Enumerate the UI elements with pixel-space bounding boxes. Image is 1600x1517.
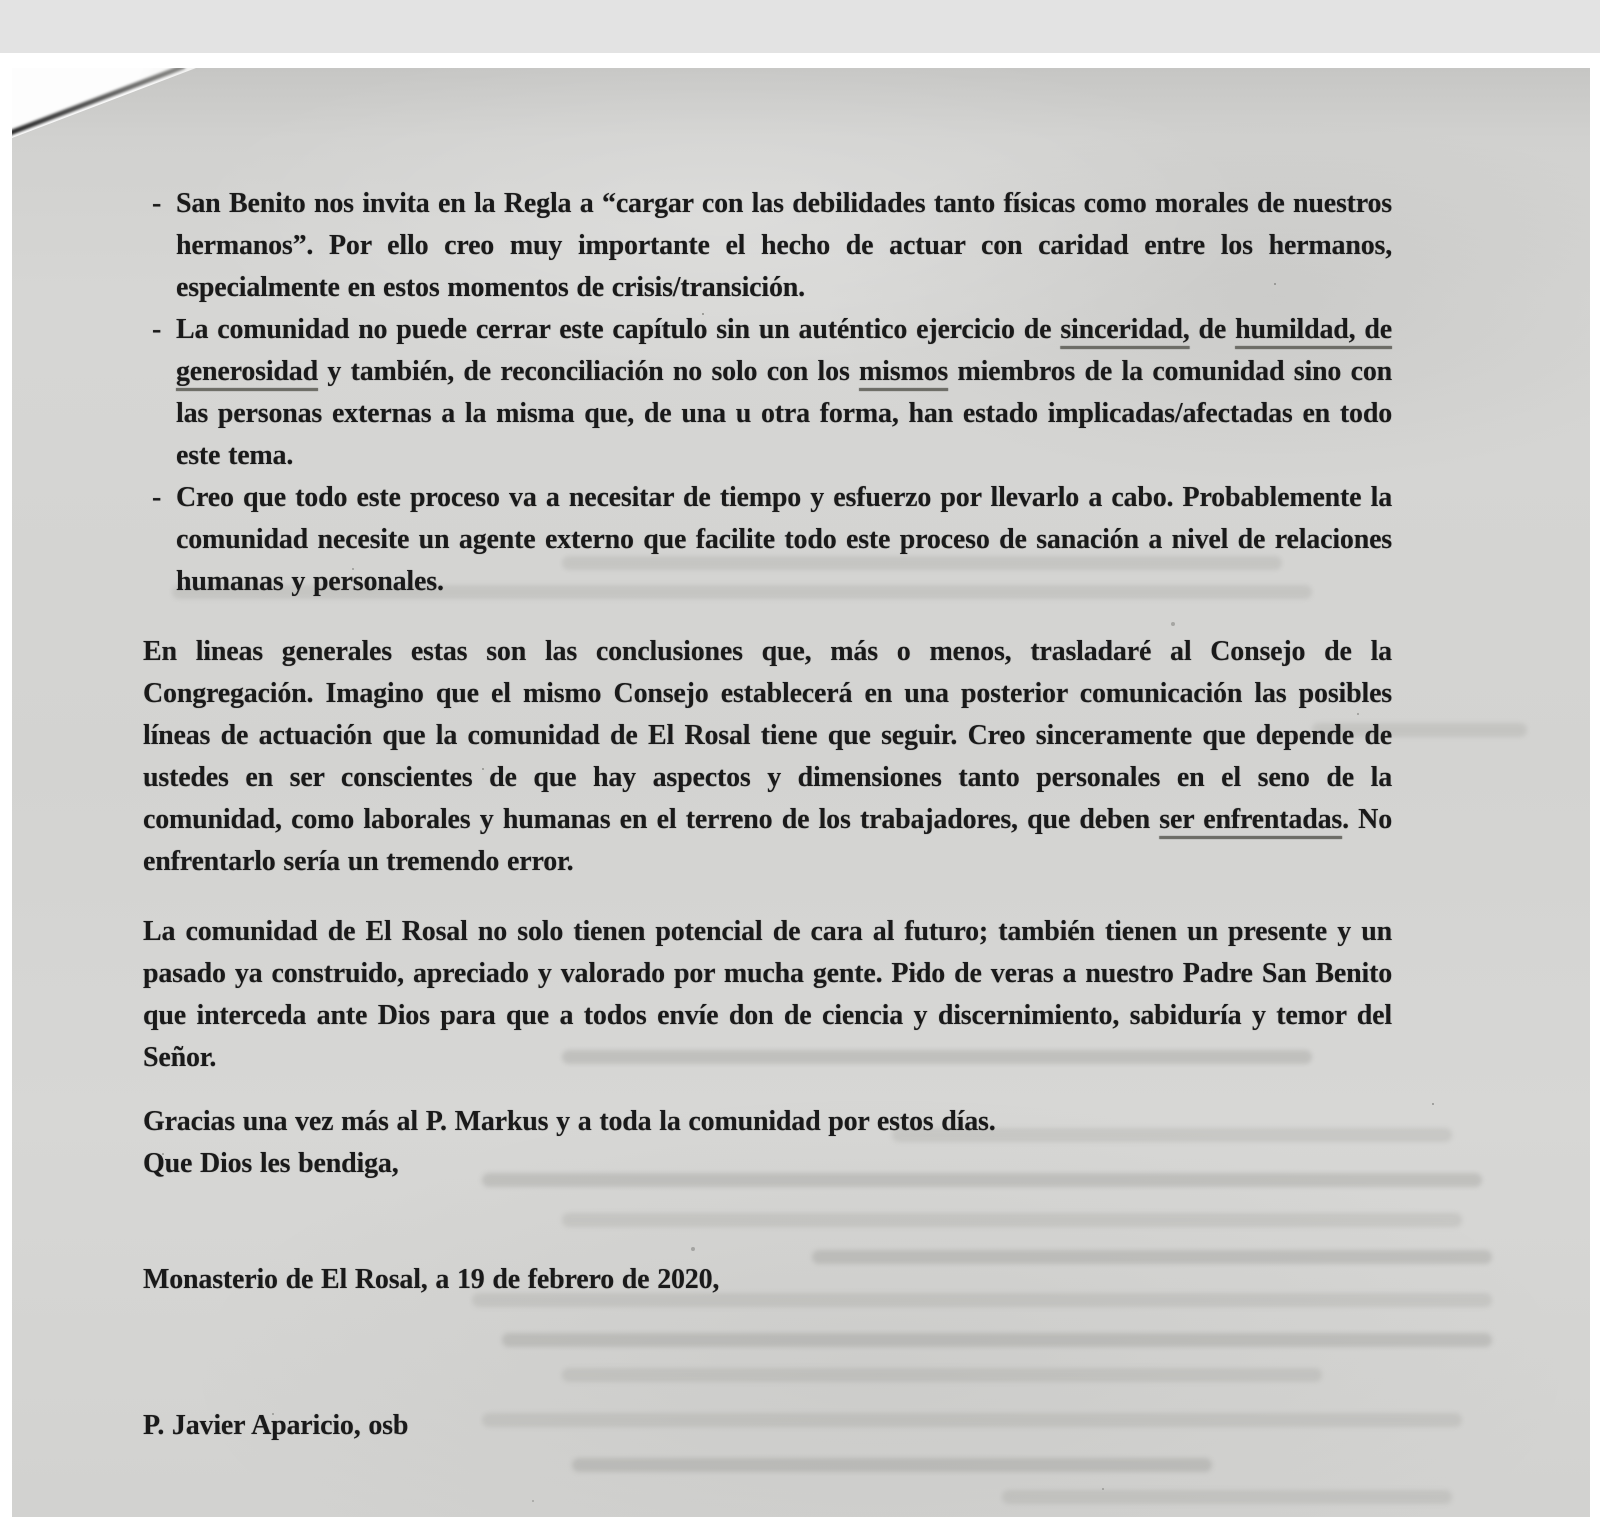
scan-speckles [12,68,14,70]
paragraph-community-future [143,911,1392,1079]
bullet-dash: - [152,314,162,345]
signature: P. Javier Aparicio, osb [143,1410,409,1441]
pencil-underlined-text: sinceridad, [1060,314,1190,345]
pencil-underlined-text: ser enfrentadas [1159,804,1343,835]
text-segment: miembros de la comunidad sino con las personas externas a la misma que, de una u otra forma, han estado implicadas/afectadas en todo este tema. [176,356,1392,471]
text-segment: . No enfrentarlo sería un tremendo error. [143,804,1392,877]
document-page [12,68,1590,1517]
bullet-text [176,183,1392,309]
bullet-list [143,183,1392,603]
text-segment: de [1189,314,1236,345]
closing-line-thanks: Gracias una vez más al P. Markus y a toda la comunidad por estos días. [143,1106,996,1137]
paragraph-conclusions [143,631,1392,883]
closing-line-blessing: Que Dios les bendiga, [143,1148,399,1179]
bleed-through-line [572,1458,1212,1472]
bleed-through-line [1002,1490,1452,1504]
text-segment: La comunidad de El Rosal no solo tienen potencial de cara al futuro; también tienen un presente y un pasado ya construido, apreciado y valorado por mucha gente. Pido de veras a nuestro Padre San Benito que interceda ante Dios para que a todos envíe don de ciencia y discernimiento, sabiduría y temor del Señor. [143,916,1392,1073]
text-segment: La comunidad no puede cerrar este capítulo sin un auténtico ejercicio de [176,314,1061,345]
text-segment: Creo que todo este proceso va a necesitar de tiempo y esfuerzo por llevarlo a cabo. Probablemente la comunidad necesite un agente externo que facilite todo este proceso de sanación a nivel de relaciones humanas y personales. [176,482,1392,597]
bullet-dash: - [152,188,162,219]
bullet-text [176,477,1392,603]
bullet-text [176,309,1392,477]
pencil-underlined-text: mismos [859,356,949,387]
scanner-background-band [0,0,1600,53]
letter-body [143,68,1392,1447]
text-segment: San Benito nos invita en la Regla a “cargar con las debilidades tanto físicas como morales de nuestros hermanos”. Por ello creo muy importante el hecho de actuar con caridad entre los hermanos, especialmente en estos momentos de crisis/transición. [176,188,1392,303]
bullet-item-comunidad [143,309,1392,477]
text-segment: y también, de reconciliación no solo con los [317,356,860,387]
bullet-dash: - [152,482,162,513]
bullet-item-san-benito [143,183,1392,309]
dateline: Monasterio de El Rosal, a 19 de febrero de 2020, [143,1264,720,1295]
bullet-item-proceso [143,477,1392,603]
text-segment: En lineas generales estas son las conclusiones que, más o menos, trasladaré al Consejo de la Congregación. Imagino que el mismo Consejo establecerá en una posterior comunicación las posibles líneas de actuación que la comunidad de El Rosal tiene que seguir. Creo sinceramente que depende de ustedes en ser conscientes de que hay aspectos y dimensiones tanto personales en el seno de la comunidad, como laborales y humanas en el terreno de los trabajadores, que deben [143,636,1392,835]
pencil-underlined-text: humildad, de generosidad [176,314,1392,387]
